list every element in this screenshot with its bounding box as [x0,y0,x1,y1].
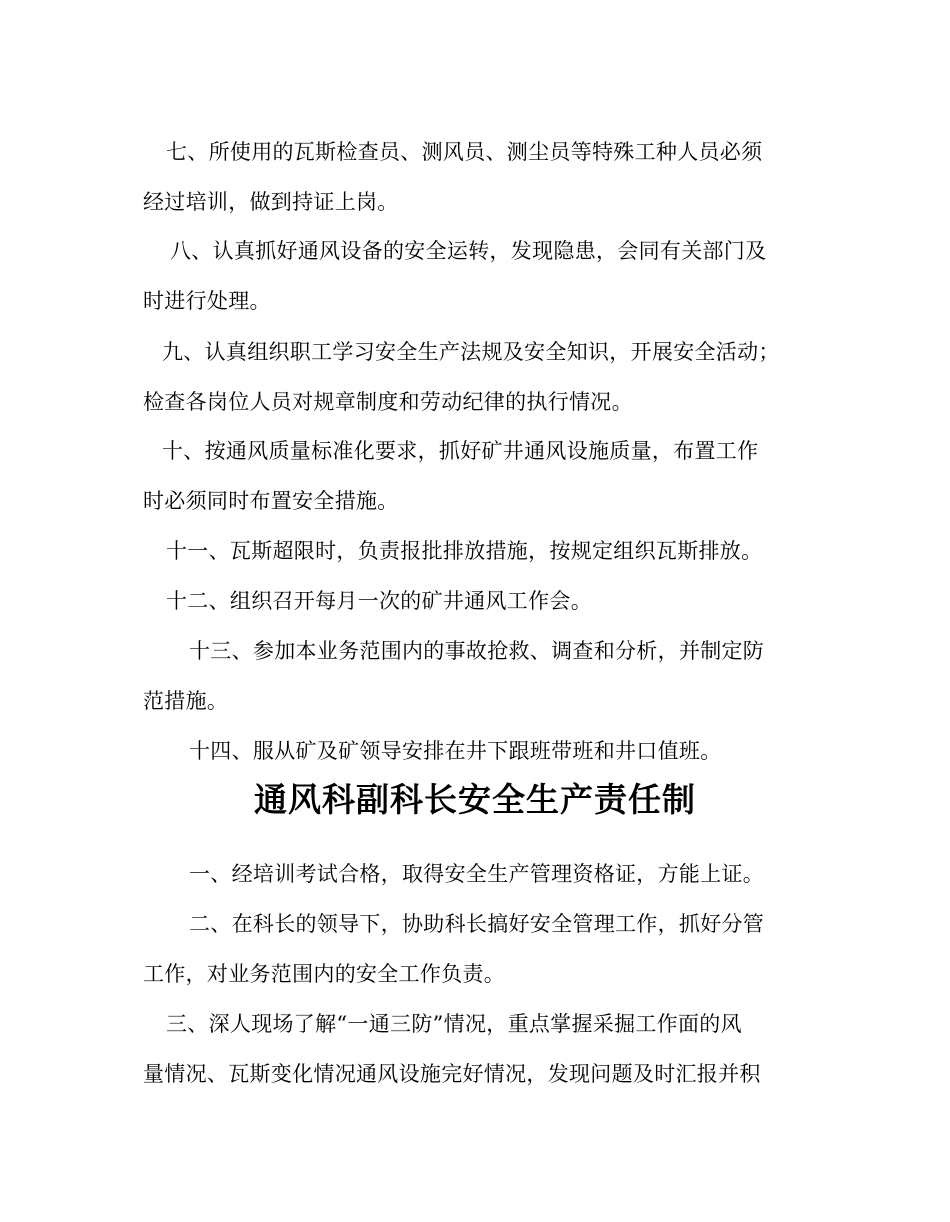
paragraph-1: 一、经培训考试合格，取得安全生产管理资格证，方能上证。 [189,862,765,886]
paragraph-7-line-1: 七、所使用的瓦斯检查员、测风员、测尘员等特殊工种人员必须 [166,140,763,164]
paragraph-7-line-2: 经过培训，做到持证上岗。 [143,190,399,214]
paragraph-11: 十一、瓦斯超限时，负责报批排放措施，按规定组织瓦斯排放。 [166,539,763,563]
paragraph-9-line-1: 九、认真组织职工学习安全生产法规及安全知识，开展安全活动； [162,340,780,364]
paragraph-12: 十二、组织召开每月一次的矿井通风工作会。 [166,589,592,613]
paragraph-8-line-1: 八、认真抓好通风设备的安全运转，发现隐患，会同有关部门及 [170,239,767,263]
paragraph-3-line-1: 三、深人现场了解“一通三防”情况，重点掌握采掘工作面的风 [166,1012,742,1036]
paragraph-2-line-1: 二、在科长的领导下，协助科长搞好安全管理工作，抓好分管 [189,912,765,936]
paragraph-14: 十四、服从矿及矿领导安排在井下跟班带班和井口值班。 [189,739,722,763]
paragraph-10-line-2: 时必须同时布置安全措施。 [143,489,399,513]
paragraph-9-line-2: 检查各岗位人员对规章制度和劳动纪律的执行情况。 [143,390,633,414]
paragraph-8-line-2: 时进行处理。 [143,289,271,313]
paragraph-3-line-2: 量情况、瓦斯变化情况通风设施完好情况，发现问题及时汇报并积 [143,1062,761,1086]
section-title: 通风科副科长安全生产责任制 [254,780,696,819]
paragraph-10-line-1: 十、按通风质量标准化要求，抓好矿井通风设施质量，布置工作 [162,439,759,463]
paragraph-13-line-2: 范措施。 [143,689,229,713]
paragraph-2-line-2: 工作，对业务范围内的安全工作负责。 [143,962,506,986]
paragraph-13-line-1: 十三、参加本业务范围内的事故抢救、调查和分析，并制定防 [189,639,765,663]
